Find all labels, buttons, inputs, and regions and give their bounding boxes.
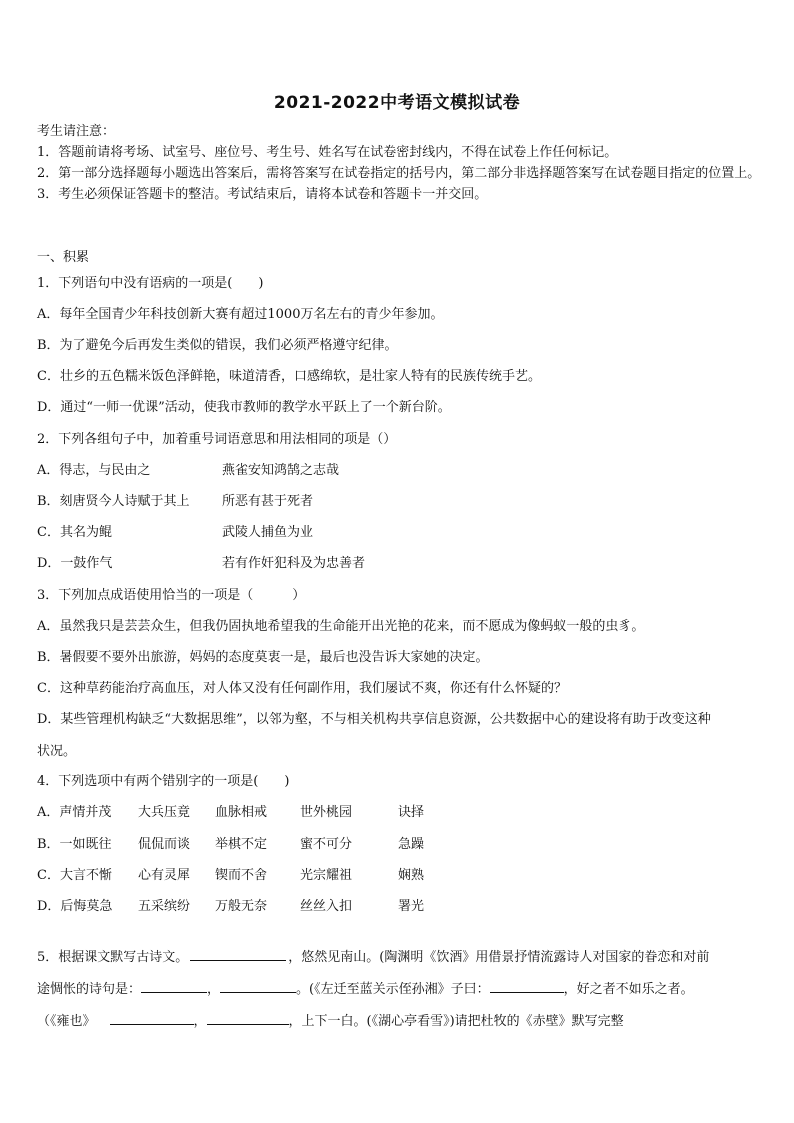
q4-word: 急躁 bbox=[398, 837, 425, 852]
q4-word: 光宗耀祖 bbox=[300, 868, 353, 883]
q1-option-d: D．通过“一师一优课”活动，使我市教师的教学水平跃上了一个新台阶。 bbox=[37, 400, 451, 415]
q4-word: 署光 bbox=[398, 899, 425, 914]
answer-blank[interactable] bbox=[110, 1011, 194, 1025]
q3-option-d: D．某些管理机构缺乏“大数据思维”，以邻为壑，不与相关机构共享信息资源，公共数据中心的建设将有助于改变这种 bbox=[37, 712, 711, 727]
question-5-line-1 bbox=[37, 946, 762, 965]
q5-text: ， bbox=[207, 982, 221, 997]
q2-option-b-left: B．刻唐贤今人诗赋于其上 bbox=[37, 494, 190, 509]
q4-word: 娴熟 bbox=[398, 868, 425, 883]
q4-word: 锲而不舍 bbox=[215, 868, 268, 883]
q2-option-c-left: C．其名为鲲 bbox=[37, 525, 112, 540]
q5-text: ，上下一白。(《湖心亭看雪》)请把杜牧的《赤壁》默写完整 bbox=[288, 1014, 624, 1029]
answer-blank[interactable] bbox=[207, 1011, 289, 1025]
q2-option-d-left: D．一鼓作气 bbox=[37, 556, 113, 571]
page-title: 2021-2022中考语文模拟试卷 bbox=[273, 93, 521, 113]
notice-heading: 考生请注意： bbox=[37, 124, 116, 139]
q4-word: D．后悔莫急 bbox=[37, 899, 113, 914]
q5-text: 。(《左迁至蓝关示侄孙湘》子曰： bbox=[296, 982, 490, 997]
q3-option-d-continued: 状况。 bbox=[37, 744, 77, 759]
q5-text: ， bbox=[193, 1014, 207, 1029]
question-2-stem: 2．下列各组句子中，加着重号词语意思和用法相同的项是（） bbox=[37, 432, 397, 447]
q4-word: 蜜不可分 bbox=[300, 837, 353, 852]
q2-option-a-left: A．得志，与民由之 bbox=[37, 463, 151, 478]
q4-word: 丝丝入扣 bbox=[300, 899, 353, 914]
answer-blank[interactable] bbox=[220, 979, 296, 993]
q1-option-b: B．为了避免今后再发生类似的错误，我们必须严格遵守纪律。 bbox=[37, 338, 398, 353]
q5-text: （《雍也》 bbox=[37, 1014, 96, 1029]
q2-option-a-right: 燕雀安知鸿鹄之志哉 bbox=[222, 463, 340, 478]
q4-word: 万般无奈 bbox=[215, 899, 268, 914]
q4-word: C．大言不惭 bbox=[37, 868, 112, 883]
q4-word: 血脉相戒 bbox=[215, 805, 268, 820]
q3-option-b: B．暑假要不要外出旅游，妈妈的态度莫衷一是，最后也没告诉大家她的决定。 bbox=[37, 650, 489, 665]
q4-word: 举棋不定 bbox=[215, 837, 268, 852]
answer-blank[interactable] bbox=[141, 979, 207, 993]
q2-option-c-right: 武陵人捕鱼为业 bbox=[222, 525, 314, 540]
section-heading: 一、积累 bbox=[37, 250, 90, 265]
q1-option-a: A．每年全国青少年科技创新大赛有超过1000万名左右的青少年参加。 bbox=[37, 307, 444, 322]
q2-option-d-right: 若有作奸犯科及为忠善者 bbox=[222, 556, 366, 571]
q4-word: 心有灵犀 bbox=[138, 868, 191, 883]
notice-item: 2．第一部分选择题每小题选出答案后，需将答案写在试卷指定的括号内，第二部分非选择题答案写在试卷题目指定的位置上。 bbox=[37, 166, 761, 181]
notice-item: 1．答题前请将考场、试室号、座位号、考生号、姓名写在试卷密封线内，不得在试卷上作任何标记。 bbox=[37, 145, 618, 160]
q4-word: B．一如既往 bbox=[37, 837, 112, 852]
notice-item: 3．考生必须保证答题卡的整洁。考试结束后，请将本试卷和答题卡一并交回。 bbox=[37, 187, 488, 202]
question-3-stem: 3．下列加点成语使用恰当的一项是（ ） bbox=[37, 588, 306, 603]
q5-text: 途惆怅的诗句是： bbox=[37, 982, 142, 997]
q4-word: A．声情并茂 bbox=[37, 805, 112, 820]
q4-word: 大兵压竟 bbox=[138, 805, 191, 820]
answer-blank[interactable] bbox=[490, 979, 564, 993]
q5-text: ，悠然见南山。(陶渊明《饮酒》用借景抒情流露诗人对国家的眷恋和对前 bbox=[288, 950, 710, 965]
q1-option-c: C．壮乡的五色糯米饭色泽鲜艳，味道清香，口感绵软，是壮家人特有的民族传统手艺。 bbox=[37, 369, 541, 384]
question-5-line-3 bbox=[37, 1010, 762, 1029]
question-5-line-2 bbox=[37, 978, 762, 997]
q2-option-b-right: 所恶有甚于死者 bbox=[222, 494, 314, 509]
question-1-stem: 1．下列语句中没有语病的一项是( ) bbox=[37, 276, 264, 291]
notice-block bbox=[37, 121, 762, 205]
q4-word: 五采缤纷 bbox=[138, 899, 191, 914]
q4-word: 诀择 bbox=[398, 805, 425, 820]
q5-text: ，好之者不如乐之者。 bbox=[563, 982, 694, 997]
q4-word: 侃侃而谈 bbox=[138, 837, 191, 852]
question-4-stem: 4．下列选项中有两个错别字的一项是( ) bbox=[37, 774, 290, 789]
answer-blank[interactable] bbox=[190, 947, 286, 961]
q5-text: 5．根据课文默写古诗文。 bbox=[37, 950, 189, 965]
q3-option-c: C．这种草药能治疗高血压，对人体又没有任何副作用，我们屡试不爽，你还有什么怀疑的？ bbox=[37, 681, 567, 696]
q4-word: 世外桃园 bbox=[300, 805, 353, 820]
q3-option-a: A．虽然我只是芸芸众生，但我仍固执地希望我的生命能开出光艳的花来，而不愿成为像蚂蚁一般的虫豸。 bbox=[37, 619, 645, 634]
